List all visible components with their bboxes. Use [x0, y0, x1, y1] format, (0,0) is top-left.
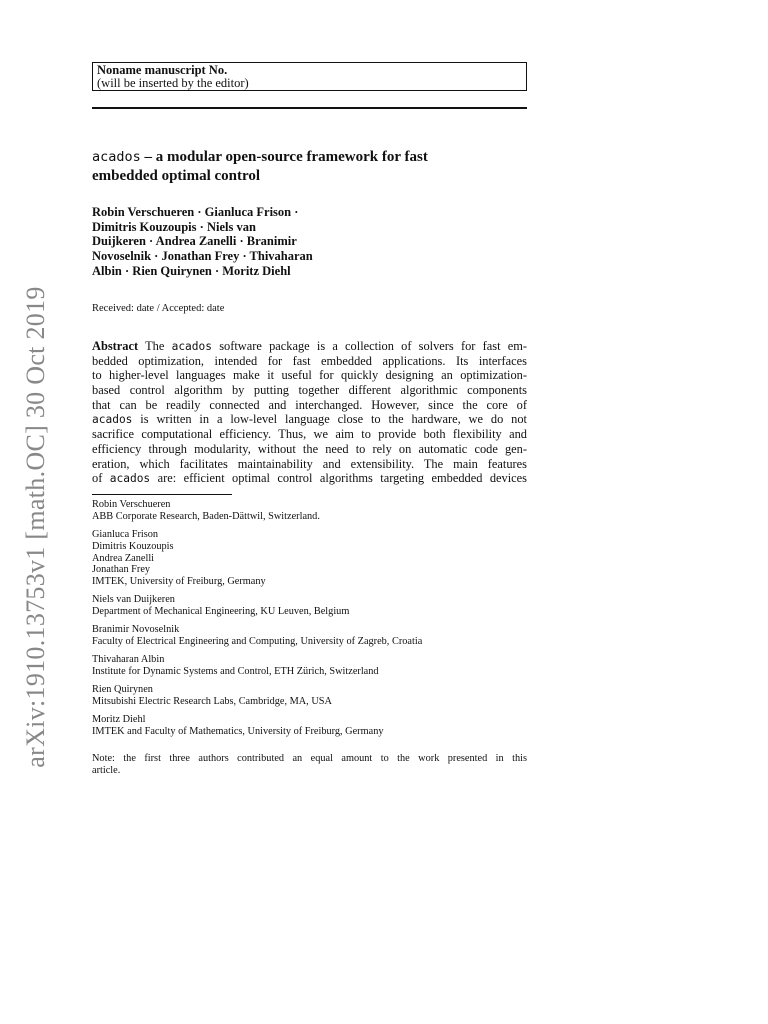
affiliation-line: Robin Verschueren	[92, 499, 171, 510]
abstract-line	[92, 471, 527, 486]
affiliation-line: Moritz Diehl	[92, 714, 146, 726]
title-line-1: – a modular open-source framework for fast	[140, 149, 428, 165]
received-accepted-dates: Received: date / Accepted: date	[92, 303, 225, 314]
affiliation-line: Institute for Dynamic Systems and Control, ETH Zürich, Switzerland	[92, 666, 379, 678]
abstract-line: that can be readily connected and interchanged. However, since the core of	[92, 397, 527, 412]
affiliation-line: Department of Mechanical Engineering, KU Leuven, Belgium	[92, 606, 350, 618]
author-line: Dimitris Kouzoupis · Niels van	[92, 219, 256, 234]
title-line-2: embedded optimal control	[92, 168, 261, 184]
abstract-line: bedded optimization, intended for fast embedded applications. Its interfaces	[92, 353, 527, 368]
arxiv-side-stamp	[0, 0, 60, 1024]
affiliation-group	[92, 529, 532, 588]
affiliation-line: Mitsubishi Electric Research Labs, Cambridge, MA, USA	[92, 696, 332, 708]
affiliation-group	[92, 624, 532, 648]
abstract-text: are: efficient optimal control algorithms targeting embedded devices	[150, 471, 527, 486]
note-line: article.	[92, 765, 121, 776]
paper-title	[92, 148, 527, 186]
abstract-line: eration, which facilitates maintainability and extensibility. The main features	[92, 456, 527, 471]
affiliation-line: Thivaharan Albin	[92, 654, 165, 666]
code-acados: acados	[109, 472, 151, 486]
title-software-name: acados	[92, 149, 141, 165]
affiliation-group	[92, 594, 532, 618]
arxiv-identifier: arXiv:1910.13753v1 [math.OC] 30 Oct 2019	[21, 286, 50, 768]
abstract-text: of	[92, 471, 110, 486]
affiliation-group	[92, 714, 532, 738]
affiliation-line: Dimitris Kouzoupis	[92, 540, 174, 552]
affiliation-group	[92, 499, 532, 523]
affiliation-line: Niels van Duijkeren	[92, 594, 175, 606]
affiliation-line: IMTEK and Faculty of Mathematics, University of Freiburg, Germany	[92, 726, 384, 738]
code-acados: acados	[171, 340, 212, 353]
affiliation-line: ABB Corporate Research, Baden-Dättwil, Switzerland.	[92, 510, 320, 522]
header-rule	[92, 107, 527, 109]
affiliation-line: Gianluca Frison	[92, 528, 159, 540]
affiliation-line: Branimir Novoselnik	[92, 624, 180, 636]
abstract-line: efficiency through modularity, without the need to rely on automatic code gen-	[92, 441, 527, 456]
affiliation-line: Jonathan Frey	[92, 564, 151, 576]
abstract-text: The	[138, 339, 172, 353]
affiliation-line: IMTEK, University of Freiburg, Germany	[92, 576, 266, 588]
abstract-text: is written in a low-level language close to the hardware, we do not	[132, 412, 527, 427]
author-line: Duijkeren · Andrea Zanelli · Branimir	[92, 234, 297, 249]
abstract-line: based control algorithm by putting together different algorithmic components	[92, 383, 527, 398]
manuscript-label: Noname manuscript No.	[97, 63, 228, 77]
manuscript-number-box	[92, 62, 527, 91]
abstract-line: to higher-level languages make it useful for quickly designing an optimization-	[92, 368, 527, 383]
abstract-label: Abstract	[92, 339, 139, 353]
author-line: Robin Verschueren · Gianluca Frison ·	[92, 205, 299, 219]
author-line: Albin · Rien Quirynen · Moritz Diehl	[92, 263, 291, 278]
affiliations	[92, 499, 532, 744]
abstract-text: software package is a collection of solvers for fast em-	[212, 339, 527, 353]
affiliation-group	[92, 684, 532, 708]
abstract-line	[92, 412, 527, 427]
note-line: Note: the first three authors contributed an equal amount to the work presented in this	[92, 753, 527, 764]
affiliation-group	[92, 654, 532, 678]
author-list	[92, 205, 532, 279]
code-acados: acados	[92, 413, 133, 427]
affiliation-line: Rien Quirynen	[92, 684, 153, 696]
affiliation-line: Andrea Zanelli	[92, 552, 155, 564]
equal-contribution-note	[92, 753, 527, 777]
manuscript-editor-note: (will be inserted by the editor)	[97, 76, 249, 90]
abstract-line: sacrifice computational efficiency. Thus, we aim to provide both flexibility and	[92, 427, 527, 442]
affiliation-line: Faculty of Electrical Engineering and Computing, University of Zagreb, Croatia	[92, 636, 423, 648]
footnote-rule	[92, 494, 232, 495]
abstract-line	[92, 339, 527, 354]
abstract	[92, 339, 527, 486]
author-line: Novoselnik · Jonathan Frey · Thivaharan	[92, 249, 313, 264]
